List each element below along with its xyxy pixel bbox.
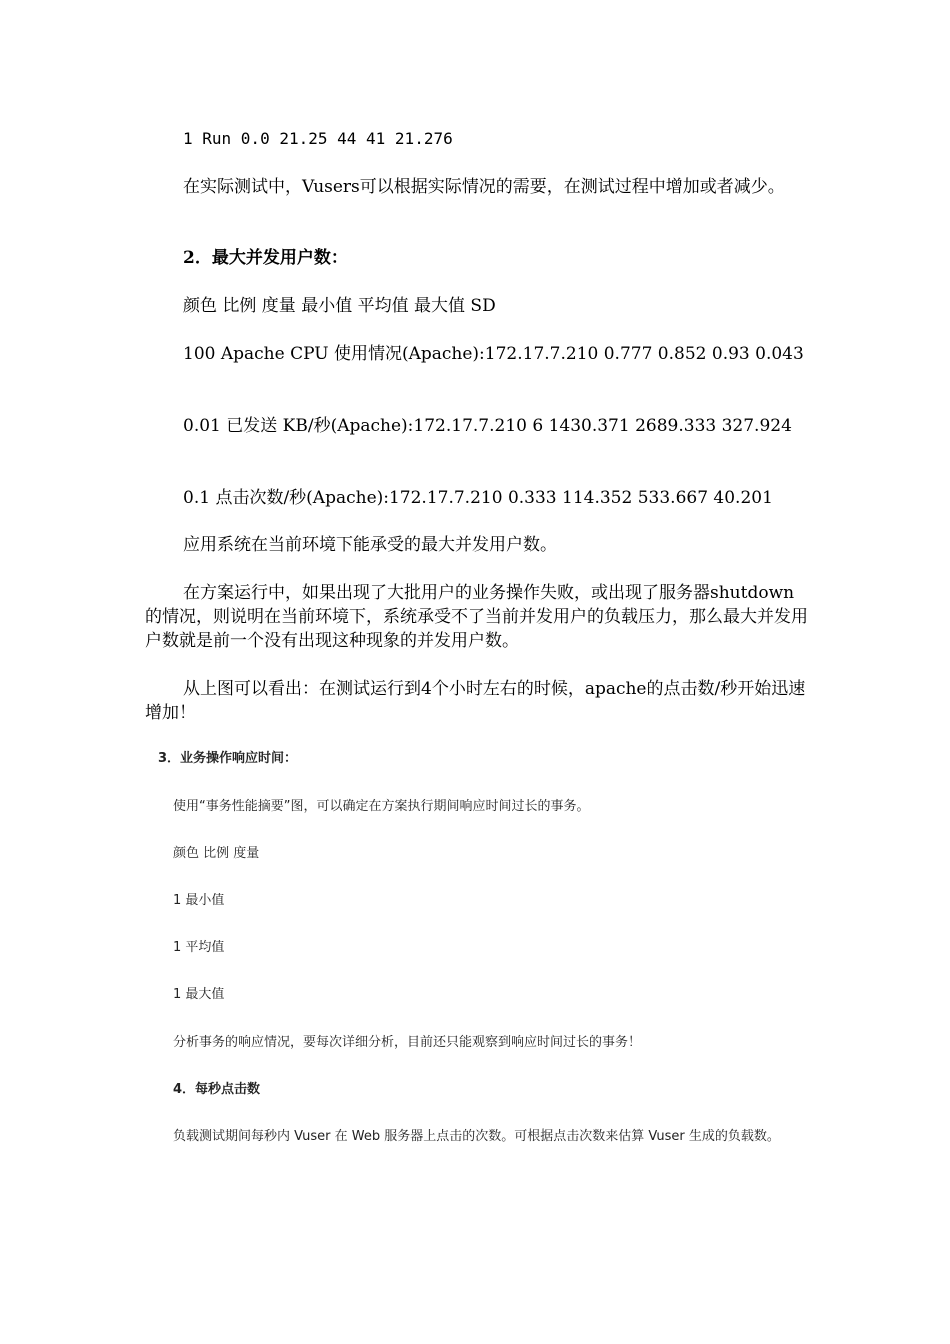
chart-observation-paragraph: 从上图可以看出：在测试运行到4个小时左右的时候，apache的点击数/秒开始迅速增加！ (145, 679, 806, 723)
data-row-cpu: 100 Apache CPU 使用情况(Apache):172.17.7.210 0.777 0.852 0.93 0.043 (183, 344, 804, 364)
data-row-hits: 0.1 点击次数/秒(Apache):172.17.7.210 0.333 114.352 533.667 40.201 (183, 488, 773, 508)
columns-header-line-2: 颜色 比例 度量 (173, 846, 260, 861)
summary-paragraph: 使用“事务性能摘要”图，可以确定在方案执行期间响应时间过长的事务。 (173, 799, 590, 814)
analysis-paragraph: 分析事务的响应情况，要每次详细分析，目前还只能观察到响应时间过长的事务！ (173, 1035, 642, 1050)
data-row-kb-sent: 0.01 已发送 KB/秒(Apache):172.17.7.210 6 1430.371 2689.333 327.924 (183, 416, 792, 436)
run-data-line: 1 Run 0.0 21.25 44 41 21.276 (183, 129, 453, 148)
hits-paragraph: 负载测试期间每秒内 Vuser 在 Web 服务器上点击的次数。可根据点击次数来估算 Vuser 生成的负载数。 (173, 1129, 780, 1144)
section-heading-2: 2．最大并发用户数： (183, 248, 348, 268)
vusers-paragraph: 在实际测试中，Vusers可以根据实际情况的需要，在测试过程中增加或者减少。 (183, 177, 785, 197)
columns-header-line: 颜色 比例 度量 最小值 平均值 最大值 SD (183, 296, 496, 316)
section-heading-4: 4．每秒点击数 (173, 1082, 261, 1097)
max-users-paragraph: 应用系统在当前环境下能承受的最大并发用户数。 (183, 535, 557, 555)
max-value-line: 1 最大值 (173, 987, 225, 1002)
failure-paragraph: 在方案运行中，如果出现了大批用户的业务操作失败，或出现了服务器shutdown的情况，则说明在当前环境下，系统承受不了当前并发用户的负载压力，那么最大并发用户数就是前一个没有出现这种现象的并发用户数。 (145, 583, 808, 651)
avg-value-line: 1 平均值 (173, 940, 225, 955)
min-value-line: 1 最小值 (173, 893, 225, 908)
section-heading-3: 3．业务操作响应时间： (158, 751, 298, 766)
